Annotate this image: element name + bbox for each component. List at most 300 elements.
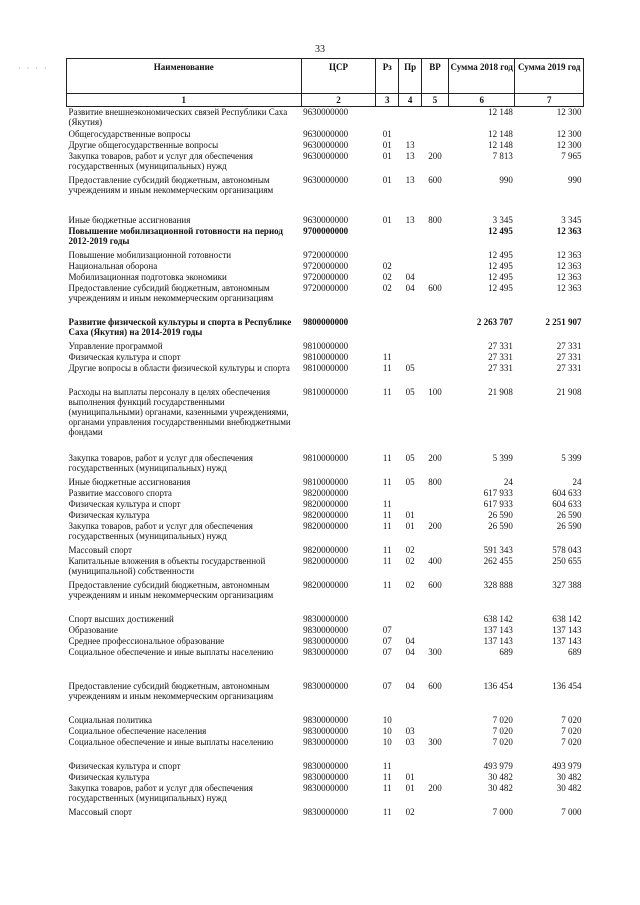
row-pr: 01 — [405, 783, 415, 793]
row-rz: 01 — [382, 215, 392, 225]
row-sum-2018: 136 454 — [483, 681, 513, 691]
table-row — [67, 636, 584, 647]
row-csr: 9820000000 — [303, 521, 349, 531]
table-row — [67, 510, 584, 521]
table-row — [67, 783, 584, 807]
row-pr: 02 — [405, 545, 415, 555]
row-sum-2018: 617 933 — [483, 488, 513, 498]
row-sum-2019: 493 979 — [552, 761, 582, 771]
row-sum-2019: 327 388 — [552, 580, 582, 590]
table-row — [67, 715, 584, 726]
row-rz: 11 — [382, 453, 392, 463]
row-sum-2018: 689 — [499, 647, 513, 657]
row-csr: 9820000000 — [303, 545, 349, 555]
row-rz: 10 — [382, 737, 392, 747]
row-sum-2018: 27 331 — [488, 341, 513, 351]
row-name: Повышение мобилизационной готовности на период 2012-2019 годы — [68, 226, 283, 246]
row-name: Социальное обеспечение и иные выплаты населению — [68, 737, 274, 747]
row-sum-2018: 328 888 — [483, 580, 513, 590]
row-sum-2018: 12 148 — [488, 129, 513, 139]
row-pr: 02 — [405, 807, 415, 817]
row-sum-2019: 12 363 — [556, 272, 582, 282]
row-pr — [399, 352, 422, 363]
row-vr: 600 — [428, 681, 442, 691]
row-name: Предоставление субсидий бюджетным, автономным учреждениям и иным некоммерческим организациям — [68, 283, 274, 303]
row-csr: 9830000000 — [303, 636, 349, 646]
row-vr — [422, 726, 449, 737]
column-number-row — [67, 94, 584, 107]
row-rz: 11 — [382, 363, 392, 373]
row-rz: 11 — [382, 545, 392, 555]
row-pr — [399, 488, 422, 499]
row-sum-2019: 27 331 — [556, 341, 582, 351]
row-sum-2018: 30 482 — [488, 772, 513, 782]
row-sum-2018: 3 345 — [492, 215, 513, 225]
row-name: Мобилизационная подготовка экономики — [68, 272, 227, 282]
table-row — [67, 499, 584, 510]
row-vr — [422, 250, 449, 261]
row-sum-2018: 21 908 — [488, 387, 513, 397]
row-csr: 9800000000 — [303, 317, 349, 327]
row-pr — [399, 341, 422, 352]
row-sum-2018: 990 — [499, 175, 513, 185]
row-sum-2018: 24 — [503, 477, 513, 487]
row-sum-2019: 21 908 — [556, 387, 582, 397]
row-sum-2019: 5 399 — [561, 453, 582, 463]
row-csr: 9630000000 — [303, 215, 349, 225]
row-sum-2018: 12 495 — [488, 261, 513, 271]
row-rz: 11 — [382, 772, 392, 782]
row-rz: 07 — [382, 681, 392, 691]
row-csr: 9820000000 — [303, 556, 349, 566]
table-row — [67, 352, 584, 363]
row-vr: 600 — [428, 580, 442, 590]
column-number: 3 — [376, 94, 399, 107]
table-row — [67, 341, 584, 352]
row-rz: 07 — [382, 625, 392, 635]
table-row — [67, 272, 584, 283]
row-sum-2018: 12 495 — [488, 226, 513, 236]
table-row — [67, 625, 584, 636]
table-row — [67, 726, 584, 737]
row-name: Массовый спорт — [68, 807, 132, 817]
row-rz: 11 — [382, 352, 392, 362]
row-pr — [399, 129, 422, 140]
row-rz: 02 — [382, 261, 392, 271]
row-rz — [376, 317, 399, 341]
row-rz — [376, 488, 399, 499]
row-sum-2018: 262 455 — [483, 556, 513, 566]
row-rz — [376, 250, 399, 261]
row-sum-2019: 7 020 — [561, 715, 582, 725]
row-csr: 9630000000 — [303, 151, 349, 161]
row-csr: 9810000000 — [303, 341, 349, 351]
row-vr: 200 — [428, 783, 442, 793]
page-number: 33 — [315, 44, 325, 55]
row-pr: 03 — [405, 726, 415, 736]
table-row — [67, 140, 584, 151]
row-sum-2018: 26 590 — [488, 521, 513, 531]
row-name: Предоставление субсидий бюджетным, автономным учреждениям и иным некоммерческим организациям — [68, 175, 274, 195]
row-sum-2019: 7 020 — [561, 726, 582, 736]
row-csr: 9830000000 — [303, 737, 349, 747]
row-rz — [376, 614, 399, 625]
table-row — [67, 477, 584, 488]
row-name: Иные бюджетные ассигнования — [68, 215, 191, 225]
row-name: Закупка товаров, работ и услуг для обеспечения государственных (муниципальных) нужд — [68, 783, 253, 803]
row-pr — [399, 625, 422, 636]
row-rz: 11 — [382, 761, 392, 771]
row-pr: 01 — [405, 521, 415, 531]
row-csr: 9630000000 — [303, 175, 349, 185]
row-sum-2018: 2 263 707 — [476, 317, 513, 327]
row-vr — [422, 545, 449, 556]
row-sum-2019: 2 251 907 — [545, 317, 582, 327]
row-rz: 01 — [382, 151, 392, 161]
row-pr: 02 — [405, 556, 415, 566]
column-number: 6 — [448, 94, 514, 107]
row-sum-2018: 12 495 — [488, 283, 513, 293]
row-sum-2019: 30 482 — [556, 772, 582, 782]
row-csr: 9720000000 — [303, 261, 349, 271]
row-name: Общегосударственные вопросы — [68, 129, 191, 139]
row-vr: 800 — [428, 215, 442, 225]
row-name: Национальная оборона — [68, 261, 158, 271]
table-row — [67, 545, 584, 556]
row-csr: 9630000000 — [303, 107, 349, 117]
table-row — [67, 521, 584, 545]
row-sum-2019: 12 300 — [556, 107, 582, 117]
row-vr: 300 — [428, 737, 442, 747]
row-pr: 05 — [405, 453, 415, 463]
row-vr — [422, 129, 449, 140]
row-vr — [422, 510, 449, 521]
row-sum-2019: 604 633 — [552, 488, 582, 498]
row-name: Предоставление субсидий бюджетным, автономным учреждениям и иным некоммерческим организациям — [68, 580, 274, 600]
row-sum-2018: 12 495 — [488, 272, 513, 282]
row-sum-2018: 5 399 — [492, 453, 513, 463]
row-rz: 01 — [382, 140, 392, 150]
column-number: 7 — [515, 94, 584, 107]
row-rz — [376, 341, 399, 352]
row-sum-2019: 12 363 — [556, 261, 582, 271]
row-sum-2018: 12 148 — [488, 107, 513, 117]
row-pr: 05 — [405, 363, 415, 373]
row-vr — [422, 317, 449, 341]
row-pr — [399, 317, 422, 341]
row-name: Спорт высших достижений — [68, 614, 174, 624]
row-vr — [422, 272, 449, 283]
row-pr: 04 — [405, 272, 415, 282]
row-sum-2018: 137 143 — [483, 636, 513, 646]
table-row — [67, 614, 584, 625]
table-row — [67, 317, 584, 341]
table-row — [67, 387, 584, 453]
row-csr: 9810000000 — [303, 387, 349, 397]
row-name: Закупка товаров, работ и услуг для обеспечения государственных (муниципальных) нужд — [68, 453, 253, 473]
table-row — [67, 175, 584, 215]
row-rz: 07 — [382, 647, 392, 657]
row-pr: 05 — [405, 477, 415, 487]
header-name: Наименование — [67, 59, 302, 94]
row-rz: 10 — [382, 715, 392, 725]
row-name: Повышение мобилизационной готовности — [68, 250, 232, 260]
column-number: 5 — [422, 94, 449, 107]
header-csr: ЦСР — [301, 59, 376, 94]
row-vr — [422, 625, 449, 636]
row-csr: 9830000000 — [303, 625, 349, 635]
row-name: Массовый спорт — [68, 545, 132, 555]
row-sum-2019: 27 331 — [556, 363, 582, 373]
row-pr: 13 — [405, 215, 415, 225]
row-name: Развитие физической культуры и спорта в Республике Саха (Якутия) на 2014-2019 годы — [68, 317, 292, 337]
row-pr: 03 — [405, 737, 415, 747]
row-sum-2019: 3 345 — [561, 215, 582, 225]
row-vr: 300 — [428, 647, 442, 657]
row-sum-2018: 617 933 — [483, 499, 513, 509]
row-csr: 9820000000 — [303, 510, 349, 520]
row-pr: 05 — [405, 387, 415, 397]
table-row — [67, 250, 584, 261]
row-name: Закупка товаров, работ и услуг для обеспечения государственных (муниципальных) нужд — [68, 521, 253, 541]
row-rz: 01 — [382, 129, 392, 139]
row-vr — [422, 226, 449, 250]
row-sum-2018: 7 020 — [492, 715, 513, 725]
row-vr — [422, 761, 449, 772]
row-sum-2019: 137 143 — [552, 636, 582, 646]
row-rz: 11 — [382, 387, 392, 397]
row-csr: 9700000000 — [303, 226, 349, 236]
row-csr: 9720000000 — [303, 272, 349, 282]
row-name: Управление программой — [68, 341, 163, 351]
row-csr: 9830000000 — [303, 807, 349, 817]
row-pr — [399, 761, 422, 772]
row-pr: 13 — [405, 175, 415, 185]
row-vr — [422, 807, 449, 818]
table-row — [67, 772, 584, 783]
row-name: Образование — [68, 625, 118, 635]
row-csr: 9820000000 — [303, 488, 349, 498]
row-pr: 04 — [405, 636, 415, 646]
row-rz: 07 — [382, 636, 392, 646]
row-sum-2019: 604 633 — [552, 499, 582, 509]
budget-table — [66, 58, 584, 818]
row-vr — [422, 140, 449, 151]
row-sum-2019: 638 142 — [552, 614, 582, 624]
row-vr: 600 — [428, 283, 442, 293]
row-csr: 9830000000 — [303, 761, 349, 771]
row-pr: 04 — [405, 283, 415, 293]
table-row — [67, 737, 584, 761]
row-sum-2019: 689 — [568, 647, 582, 657]
row-csr: 9830000000 — [303, 772, 349, 782]
row-sum-2019: 990 — [568, 175, 582, 185]
row-name: Социальное обеспечение и иные выплаты населению — [68, 647, 274, 657]
row-vr — [422, 636, 449, 647]
row-sum-2018: 137 143 — [483, 625, 513, 635]
row-name: Другие общегосударственные вопросы — [68, 140, 219, 150]
row-pr: 04 — [405, 647, 415, 657]
row-sum-2019: 12 363 — [556, 283, 582, 293]
row-vr — [422, 363, 449, 387]
row-pr — [399, 261, 422, 272]
row-name: Развитие массового спорта — [68, 488, 172, 498]
table-row — [67, 580, 584, 614]
row-pr — [399, 250, 422, 261]
row-sum-2018: 7 020 — [492, 737, 513, 747]
row-sum-2019: 137 143 — [552, 625, 582, 635]
row-csr: 9810000000 — [303, 352, 349, 362]
row-name: Социальная политика — [68, 715, 152, 725]
table-row — [67, 283, 584, 317]
row-sum-2019: 250 655 — [552, 556, 582, 566]
column-number: 4 — [399, 94, 422, 107]
row-csr: 9830000000 — [303, 783, 349, 793]
table-row — [67, 681, 584, 715]
row-sum-2018: 30 482 — [488, 783, 513, 793]
row-csr: 9810000000 — [303, 477, 349, 487]
table-row — [67, 647, 584, 681]
table-row — [67, 453, 584, 477]
row-sum-2019: 7 965 — [561, 151, 582, 161]
row-pr: 02 — [405, 580, 415, 590]
row-sum-2018: 12 148 — [488, 140, 513, 150]
row-name: Развитие внешнеэкономических связей Республики Саха (Якутия) — [68, 107, 288, 127]
row-vr — [422, 107, 449, 130]
row-vr: 400 — [428, 556, 442, 566]
row-rz: 11 — [382, 510, 392, 520]
row-sum-2019: 136 454 — [552, 681, 582, 691]
row-name: Предоставление субсидий бюджетным, автономным учреждениям и иным некоммерческим организациям — [68, 681, 274, 701]
row-csr: 9810000000 — [303, 453, 349, 463]
row-pr — [399, 715, 422, 726]
row-vr — [422, 261, 449, 272]
row-pr: 01 — [405, 510, 415, 520]
row-rz: 11 — [382, 499, 392, 509]
table-body — [67, 107, 584, 819]
row-vr: 600 — [428, 175, 442, 185]
row-csr: 9830000000 — [303, 614, 349, 624]
row-rz: 11 — [382, 556, 392, 566]
row-pr — [399, 614, 422, 625]
row-csr: 9820000000 — [303, 499, 349, 509]
row-sum-2019: 7 000 — [561, 807, 582, 817]
table-row — [67, 556, 584, 580]
row-name: Социальное обеспечение населения — [68, 726, 207, 736]
row-name: Среднее профессиональное образование — [68, 636, 225, 646]
row-vr — [422, 341, 449, 352]
row-sum-2019: 24 — [572, 477, 582, 487]
table-row — [67, 363, 584, 387]
row-sum-2018: 12 495 — [488, 250, 513, 260]
row-sum-2018: 591 343 — [483, 545, 513, 555]
row-name: Физическая культура и спорт — [68, 499, 181, 509]
row-rz: 01 — [382, 175, 392, 185]
row-rz: 11 — [382, 521, 392, 531]
row-rz: 11 — [382, 580, 392, 590]
row-name: Расходы на выплаты персоналу в целях обеспечения выполнения функций государственными (муниципальными) органами, казенными учреждениями, органами управления государственными внебюджетными фондами — [68, 387, 291, 437]
row-csr: 9720000000 — [303, 250, 349, 260]
row-sum-2019: 12 363 — [556, 226, 582, 236]
row-sum-2019: 12 363 — [556, 250, 582, 260]
row-sum-2018: 638 142 — [483, 614, 513, 624]
header-row — [67, 59, 584, 94]
row-vr — [422, 715, 449, 726]
row-vr: 800 — [428, 477, 442, 487]
row-sum-2019: 26 590 — [556, 521, 582, 531]
row-name: Капитальные вложения в объекты государственной (муниципальной) собственности — [68, 556, 266, 576]
header-rz: Рз — [376, 59, 399, 94]
row-rz: 11 — [382, 807, 392, 817]
row-vr — [422, 488, 449, 499]
row-vr: 200 — [428, 453, 442, 463]
row-sum-2019: 30 482 — [556, 783, 582, 793]
row-csr: 9830000000 — [303, 715, 349, 725]
row-sum-2018: 7 813 — [492, 151, 513, 161]
row-csr: 9830000000 — [303, 681, 349, 691]
row-pr — [399, 226, 422, 250]
table-row — [67, 107, 584, 130]
row-rz: 10 — [382, 726, 392, 736]
row-pr: 01 — [405, 772, 415, 782]
row-name: Иные бюджетные ассигнования — [68, 477, 191, 487]
row-name: Физическая культура — [68, 772, 150, 782]
row-csr: 9820000000 — [303, 580, 349, 590]
row-vr — [422, 772, 449, 783]
column-number: 1 — [67, 94, 302, 107]
row-pr: 04 — [405, 681, 415, 691]
scan-marks: · · · · — [18, 64, 49, 73]
column-number: 2 — [301, 94, 376, 107]
row-name: Другие вопросы в области физической культуры и спорта — [68, 363, 290, 373]
header-sum-2019: Сумма 2019 год — [515, 59, 584, 94]
row-csr: 9830000000 — [303, 647, 349, 657]
row-sum-2019: 12 300 — [556, 129, 582, 139]
row-vr: 100 — [428, 387, 442, 397]
table-row — [67, 151, 584, 175]
row-sum-2018: 7 020 — [492, 726, 513, 736]
table-row — [67, 129, 584, 140]
row-name: Физическая культура и спорт — [68, 761, 181, 771]
row-vr: 200 — [428, 521, 442, 531]
row-sum-2018: 27 331 — [488, 352, 513, 362]
row-vr: 200 — [428, 151, 442, 161]
row-sum-2019: 7 020 — [561, 737, 582, 747]
row-vr — [422, 499, 449, 510]
row-sum-2019: 578 043 — [552, 545, 582, 555]
row-sum-2018: 26 590 — [488, 510, 513, 520]
row-name: Физическая культура — [68, 510, 150, 520]
row-pr: 13 — [405, 140, 415, 150]
row-pr — [399, 107, 422, 130]
table-row — [67, 215, 584, 226]
row-rz — [376, 107, 399, 130]
row-csr: 9720000000 — [303, 283, 349, 293]
row-sum-2018: 27 331 — [488, 363, 513, 373]
row-sum-2019: 12 300 — [556, 140, 582, 150]
row-name: Закупка товаров, работ и услуг для обеспечения государственных (муниципальных) нужд — [68, 151, 253, 171]
row-rz: 02 — [382, 272, 392, 282]
row-rz: 11 — [382, 477, 392, 487]
row-csr: 9830000000 — [303, 726, 349, 736]
row-pr: 13 — [405, 151, 415, 161]
row-sum-2019: 27 331 — [556, 352, 582, 362]
row-csr: 9630000000 — [303, 129, 349, 139]
row-pr — [399, 499, 422, 510]
row-sum-2018: 7 000 — [492, 807, 513, 817]
table-row — [67, 807, 584, 818]
row-csr: 9810000000 — [303, 363, 349, 373]
